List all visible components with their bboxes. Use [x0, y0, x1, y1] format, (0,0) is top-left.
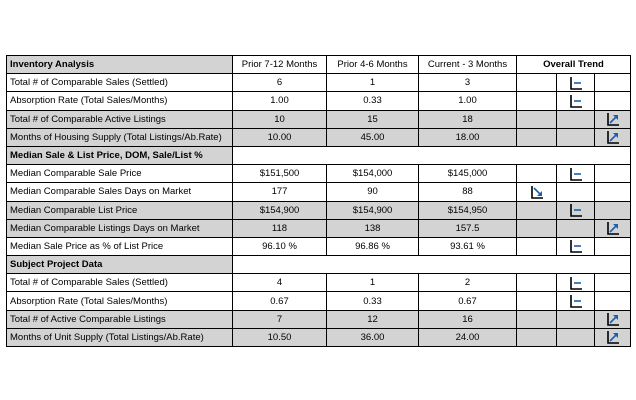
- row-value: 3: [419, 74, 517, 92]
- trend-cell: [517, 292, 557, 310]
- trend-increasing-icon: [595, 221, 630, 235]
- row-label: Total # of Comparable Active Listings: [7, 110, 233, 128]
- row-label: Total # of Comparable Sales (Settled): [7, 274, 233, 292]
- row-value: 1: [327, 274, 419, 292]
- trend-stable-icon: [557, 276, 594, 290]
- row-value: $154,950: [419, 201, 517, 219]
- row-value: 4: [233, 274, 327, 292]
- row-value: 88: [419, 183, 517, 201]
- trend-cell: [595, 328, 631, 346]
- table-row: [7, 110, 631, 128]
- row-value: 93.61 %: [419, 237, 517, 255]
- table-row: [7, 165, 631, 183]
- trend-increasing-icon: [595, 330, 630, 344]
- trend-increasing-icon: [595, 112, 630, 126]
- trend-cell: [517, 74, 557, 92]
- row-value: 1.00: [233, 92, 327, 110]
- table-row: [7, 292, 631, 310]
- trend-declining-icon: [517, 185, 556, 199]
- table-row: [7, 128, 631, 146]
- trend-stable-icon: [557, 76, 594, 90]
- row-value: 36.00: [327, 328, 419, 346]
- table-row: [7, 74, 631, 92]
- trend-cell: [557, 219, 595, 237]
- trend-stable-icon: [557, 167, 594, 181]
- row-value: 90: [327, 183, 419, 201]
- header-title: Inventory Analysis: [7, 56, 233, 74]
- section-header-row: [7, 146, 631, 164]
- row-value: 1.00: [419, 92, 517, 110]
- table-row: [7, 274, 631, 292]
- trend-cell: [517, 328, 557, 346]
- trend-stable-icon: [557, 294, 594, 308]
- trend-cell: [557, 292, 595, 310]
- trend-cell: [517, 274, 557, 292]
- trend-cell: [517, 237, 557, 255]
- trend-cell: [517, 92, 557, 110]
- trend-cell: [517, 183, 557, 201]
- table-row: [7, 183, 631, 201]
- trend-cell: [595, 110, 631, 128]
- row-value: 45.00: [327, 128, 419, 146]
- section-title: Subject Project Data: [7, 256, 233, 274]
- row-value: 157.5: [419, 219, 517, 237]
- row-label: Absorption Rate (Total Sales/Months): [7, 92, 233, 110]
- trend-increasing-icon: [595, 312, 630, 326]
- trend-cell: [595, 219, 631, 237]
- section-spacer: [233, 146, 631, 164]
- row-value: 18.00: [419, 128, 517, 146]
- trend-cell: [557, 237, 595, 255]
- trend-cell: [595, 92, 631, 110]
- trend-cell: [557, 74, 595, 92]
- row-value: 6: [233, 74, 327, 92]
- trend-stable-icon: [557, 239, 594, 253]
- row-value: 10: [233, 110, 327, 128]
- table-row: [7, 219, 631, 237]
- trend-cell: [595, 292, 631, 310]
- trend-cell: [517, 165, 557, 183]
- trend-cell: [517, 110, 557, 128]
- trend-cell: [595, 274, 631, 292]
- trend-cell: [517, 128, 557, 146]
- trend-cell: [557, 128, 595, 146]
- row-value: 18: [419, 110, 517, 128]
- trend-stable-icon: [557, 203, 594, 217]
- column-header: Prior 7-12 Months: [233, 56, 327, 74]
- row-value: 0.33: [327, 92, 419, 110]
- row-value: $145,000: [419, 165, 517, 183]
- trend-cell: [557, 310, 595, 328]
- trend-cell: [557, 201, 595, 219]
- trend-cell: [595, 310, 631, 328]
- row-value: $151,500: [233, 165, 327, 183]
- row-value: 1: [327, 74, 419, 92]
- trend-cell: [557, 92, 595, 110]
- trend-cell: [557, 165, 595, 183]
- row-value: 10.00: [233, 128, 327, 146]
- section-spacer: [233, 256, 631, 274]
- row-label: Total # of Comparable Sales (Settled): [7, 74, 233, 92]
- row-value: $154,000: [327, 165, 419, 183]
- trend-cell: [517, 310, 557, 328]
- row-value: 118: [233, 219, 327, 237]
- table-row: [7, 237, 631, 255]
- table-row: [7, 328, 631, 346]
- trend-cell: [595, 128, 631, 146]
- trend-header: Overall Trend: [517, 56, 631, 74]
- trend-cell: [595, 201, 631, 219]
- row-label: Total # of Active Comparable Listings: [7, 310, 233, 328]
- row-label: Months of Housing Supply (Total Listings/Ab.Rate): [7, 128, 233, 146]
- trend-stable-icon: [557, 94, 594, 108]
- row-value: 24.00: [419, 328, 517, 346]
- row-value: 0.67: [233, 292, 327, 310]
- row-value: $154,900: [327, 201, 419, 219]
- row-label: Median Comparable List Price: [7, 201, 233, 219]
- row-value: 7: [233, 310, 327, 328]
- row-value: 16: [419, 310, 517, 328]
- section-title: Median Sale & List Price, DOM, Sale/List %: [7, 146, 233, 164]
- row-label: Median Comparable Sale Price: [7, 165, 233, 183]
- row-value: $154,900: [233, 201, 327, 219]
- row-label: Absorption Rate (Total Sales/Months): [7, 292, 233, 310]
- row-value: 96.86 %: [327, 237, 419, 255]
- row-value: 138: [327, 219, 419, 237]
- trend-cell: [595, 74, 631, 92]
- row-value: 96.10 %: [233, 237, 327, 255]
- table-row: [7, 310, 631, 328]
- trend-cell: [557, 274, 595, 292]
- column-header: Prior 4-6 Months: [327, 56, 419, 74]
- row-label: Median Comparable Listings Days on Market: [7, 219, 233, 237]
- row-value: 15: [327, 110, 419, 128]
- table-header-row: [7, 56, 631, 74]
- row-value: 0.33: [327, 292, 419, 310]
- row-value: 12: [327, 310, 419, 328]
- trend-cell: [557, 110, 595, 128]
- row-value: 177: [233, 183, 327, 201]
- table-row: [7, 92, 631, 110]
- column-header: Current - 3 Months: [419, 56, 517, 74]
- trend-increasing-icon: [595, 130, 630, 144]
- row-label: Median Sale Price as % of List Price: [7, 237, 233, 255]
- trend-cell: [595, 237, 631, 255]
- section-header-row: [7, 256, 631, 274]
- row-value: 0.67: [419, 292, 517, 310]
- trend-cell: [517, 201, 557, 219]
- row-label: Median Comparable Sales Days on Market: [7, 183, 233, 201]
- trend-cell: [557, 183, 595, 201]
- table-row: [7, 201, 631, 219]
- inventory-analysis-table: [6, 55, 631, 347]
- row-value: 10.50: [233, 328, 327, 346]
- trend-cell: [557, 328, 595, 346]
- trend-cell: [517, 219, 557, 237]
- row-label: Months of Unit Supply (Total Listings/Ab.Rate): [7, 328, 233, 346]
- trend-cell: [595, 165, 631, 183]
- trend-cell: [595, 183, 631, 201]
- row-value: 2: [419, 274, 517, 292]
